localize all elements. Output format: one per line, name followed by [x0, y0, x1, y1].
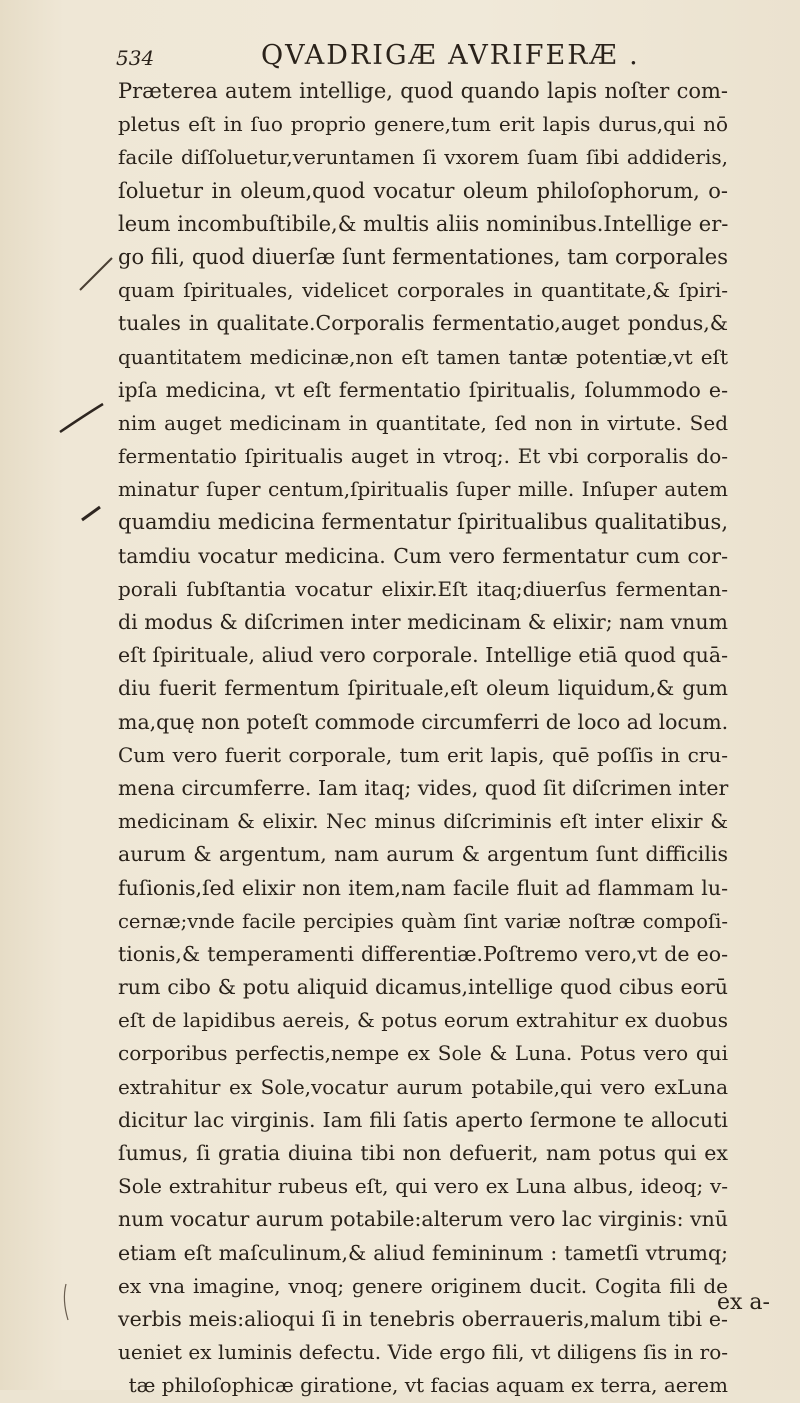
- text-line: eſt ſpirituale, aliud vero corporale. Intellige etiā quod quā-: [118, 643, 728, 668]
- text-line: di modus & diſcrimen inter medicinam & elixir; nam vnum: [118, 610, 728, 634]
- text-line: facile diſſoluetur,veruntamen ſi vxorem ſuam ſibi addideris,: [118, 145, 728, 170]
- text-line: nim auget medicinam in quantitate, ſed non in virtute. Sed: [118, 410, 728, 435]
- text-line: num vocatur aurum potabile:alterum vero lac virginis: vnū: [118, 1207, 728, 1232]
- text-line: tionis,& temperamenti differentiæ.Poſtremo vero,vt de eo-: [118, 941, 728, 966]
- margin-stroke-4: [64, 1284, 68, 1320]
- text-line: fuſionis,ſed elixir non item,nam facile fluit ad flammam lu-: [118, 875, 728, 900]
- text-line: tuales in qualitate.Corporalis fermentatio,auget pondus,&: [118, 311, 728, 336]
- text-line: Præterea autem intellige, quod quando lapis noſter com-: [118, 79, 728, 103]
- page-header: [116, 38, 696, 78]
- text-line: mena circumferre. Iam itaq; vides, quod ſit diſcrimen inter: [118, 775, 729, 800]
- text-line: ueniet ex luminis defectu. Vide ergo fili, vt diligens ſis in ro-: [118, 1340, 728, 1365]
- text-line: ſumus, ſi gratia diuina tibi non defuerit, nam potus qui ex: [118, 1141, 728, 1165]
- text-line: fermentatio ſpiritualis auget in vtroq;. Et vbi corporalis do-: [118, 444, 728, 469]
- text-line: tæ philoſophicæ giratione, vt facias aquam ex terra, aerem: [128, 1373, 728, 1398]
- text-line: aurum & argentum, nam aurum & argentum ſunt difficilis: [118, 842, 728, 867]
- text-line: go fili, quod diuerſæ ſunt fermentationes, tam corporales: [118, 244, 728, 269]
- text-line: tamdiu vocatur medicina. Cum vero fermentatur cum cor-: [118, 543, 728, 568]
- text-line: minatur ſuper centum,ſpiritualis ſuper mille. Inſuper autem: [118, 477, 728, 502]
- text-line: leum incombuſtibile,& multis aliis nominibus.Intellige er-: [118, 211, 729, 236]
- text-line: pletus eſt in ſuo proprio genere,tum erit lapis durus,qui nō: [118, 112, 728, 137]
- text-line: ſoluetur in oleum,quod vocatur oleum philoſophorum, o-: [118, 178, 728, 203]
- text-line: porali ſubſtantia vocatur elixir.Eſt itaq;diuerſus fermentan-: [118, 576, 728, 601]
- text-line: dicitur lac virginis. Iam fili ſatis aperto ſermone te allocuti: [118, 1107, 728, 1132]
- text-line: quamdiu medicina fermentatur ſpiritualibus qualitatibus,: [118, 510, 728, 535]
- text-line: extrahitur ex Sole,vocatur aurum potabile,qui vero exLuna: [118, 1074, 728, 1099]
- text-line: etiam eſt maſculinum,& aliud femininum : tametſi vtrumq;: [118, 1240, 728, 1265]
- text-line: quantitatem medicinæ,non eſt tamen tantæ potentiæ,vt eſt: [118, 344, 728, 369]
- body-text: [118, 75, 728, 1403]
- text-line: medicinam & elixir. Nec minus diſcriminis eſt inter elixir &: [118, 809, 728, 834]
- catchword: ex a-: [717, 1290, 770, 1315]
- text-line: eſt de lapidibus aereis, & potus eorum extrahitur ex duobus: [118, 1008, 728, 1033]
- margin-stroke-2: [60, 404, 103, 432]
- running-head: QVADRIGÆ AVRIFERÆ .: [261, 40, 640, 71]
- margin-stroke-3: [82, 507, 100, 520]
- text-line: ipſa medicina, vt eſt fermentatio ſpiritualis, ſolummodo e-: [118, 377, 728, 402]
- margin-stroke-1: [80, 258, 112, 290]
- text-line: ma,quę non poteſt commode circumferri de loco ad locum.: [118, 709, 729, 734]
- text-line: ex vna imagine, vnoq; genere originem ducit. Cogita fili de: [118, 1273, 728, 1298]
- text-line: diu fuerit fermentum ſpirituale,eſt oleum liquidum,& gum: [118, 676, 728, 701]
- page-number: 534: [116, 46, 155, 70]
- text-line: rum cibo & potu aliquid dicamus,intellige quod cibus eorū: [118, 975, 728, 1000]
- text-line: Sole extrahitur rubeus eſt, qui vero ex Luna albus, ideoq; v-: [118, 1174, 728, 1199]
- text-line: Cum vero fuerit corporale, tum erit lapis, quē poſſis in cru-: [118, 742, 728, 767]
- text-line: corporibus perfectis,nempe ex Sole & Luna. Potus vero qui: [118, 1041, 728, 1066]
- text-line: cernæ;vnde facile percipies quàm ſint variæ noſtræ compoſi-: [118, 909, 728, 933]
- text-line: quam ſpirituales, videlicet corporales in quantitate,& ſpiri-: [118, 278, 728, 303]
- text-line: verbis meis:alioqui ſi in tenebris oberraueris,malum tibi e-: [118, 1306, 728, 1331]
